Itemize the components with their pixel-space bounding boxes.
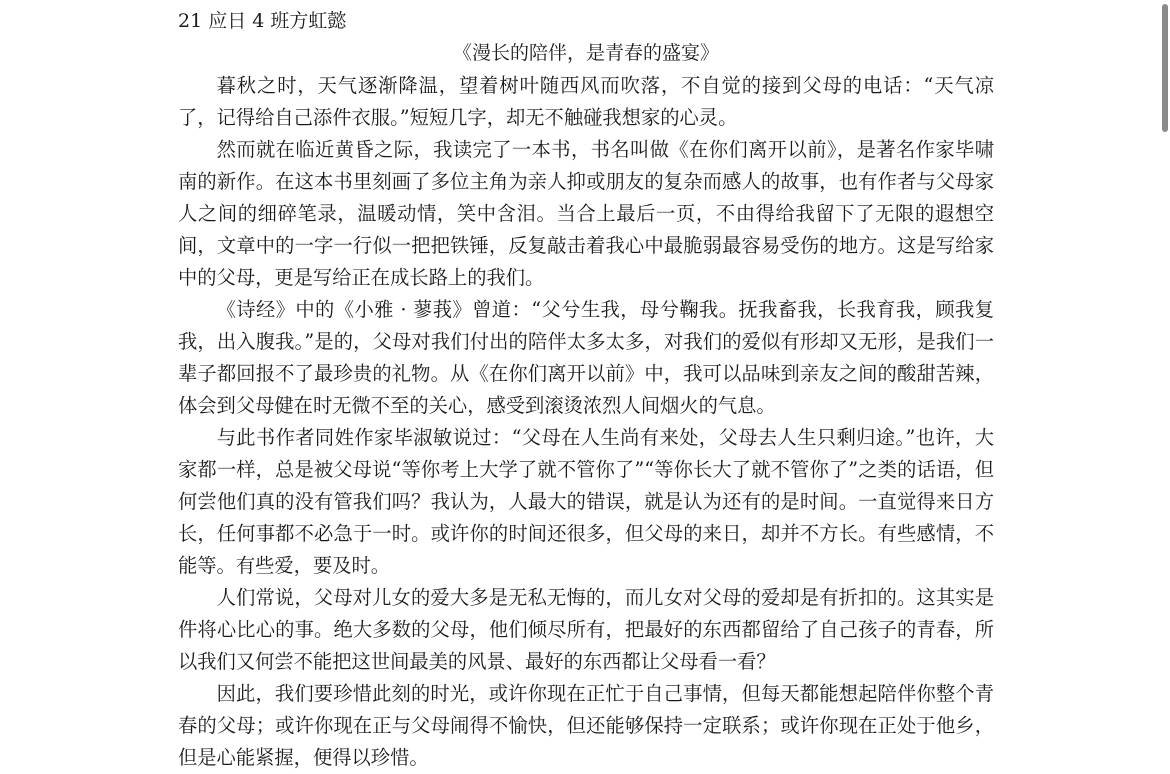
paragraph: 与此书作者同姓作家毕淑敏说过：“父母在人生尚有来处，父母去人生只剩归途。”也许，大家都一样，总是被父母说“等你考上大学了就不管你了”“等你长大了就不管你了”之类的话语，但何尝他们真的没有管我们吗？我认为，人最大的错误，就是认为还有的是时间。一直觉得来日方长，任何事都不必急于一时。或许你的时间还很多，但父母的来日，却并不方长。有些感情，不能等。有些爱，要及时。 — [178, 426, 994, 577]
paragraph: 因此，我们要珍惜此刻的时光，或许你现在正忙于自己事情，但每天都能想起陪伴你整个青春的父母；或许你现在正与父母闹得不愉快，但还能够保持一定联系；或许你现在正处于他乡，但是心能紧握，便得以珍惜。 — [178, 682, 994, 769]
paragraph: 然而就在临近黄昏之际，我读完了一本书，书名叫做《在你们离开以前》，是著名作家毕啸南的新作。在这本书里刻画了多位主角为亲人抑或朋友的复杂而感人的故事，也有作者与父母家人之间的细碎笔录，温暖动情，笑中含泪。当合上最后一页，不由得给我留下了无限的遐想空间，文章中的一字一行似一把把铁锤，反复敲击着我心中最脆弱最容易受伤的地方。这是写给家中的父母，更是写给正在成长路上的我们。 — [178, 138, 994, 289]
scrollbar-thumb[interactable] — [1162, 4, 1168, 132]
paragraph: 暮秋之时，天气逐渐降温，望着树叶随西风而吹落，不自觉的接到父母的电话：“天气凉了，记得给自己添件衣服。”短短几字，却无不触碰我想家的心灵。 — [178, 74, 994, 129]
author-line: 21 应日 4 班方虹懿 — [178, 10, 347, 32]
essay-title: 《漫长的陪伴，是青春的盛宴》 — [452, 42, 719, 64]
vertical-scrollbar[interactable] — [1160, 0, 1170, 764]
paragraph: 人们常说，父母对儿女的爱大多是无私无悔的，而儿女对父母的爱却是有折扣的。这其实是件将心比心的事。绝大多数的父母，他们倾尽所有，把最好的东西都留给了自己孩子的青春，所以我们又何尝不能把这世间最美的风景、最好的东西都让父母看一看？ — [178, 586, 994, 673]
document-page — [178, 6, 994, 774]
paragraph: 《诗经》中的《小雅 · 蓼莪》曾道：“父兮生我，母兮鞠我。抚我畜我，长我育我，顾我复我，出入腹我。”是的，父母对我们付出的陪伴太多太多，对我们的爱似有形却又无形，是我们一辈子都回报不了最珍贵的礼物。从《在你们离开以前》中，我可以品味到亲友之间的酸甜苦辣，体会到父母健在时无微不至的关心，感受到滚烫浓烈人间烟火的气息。 — [178, 298, 994, 417]
